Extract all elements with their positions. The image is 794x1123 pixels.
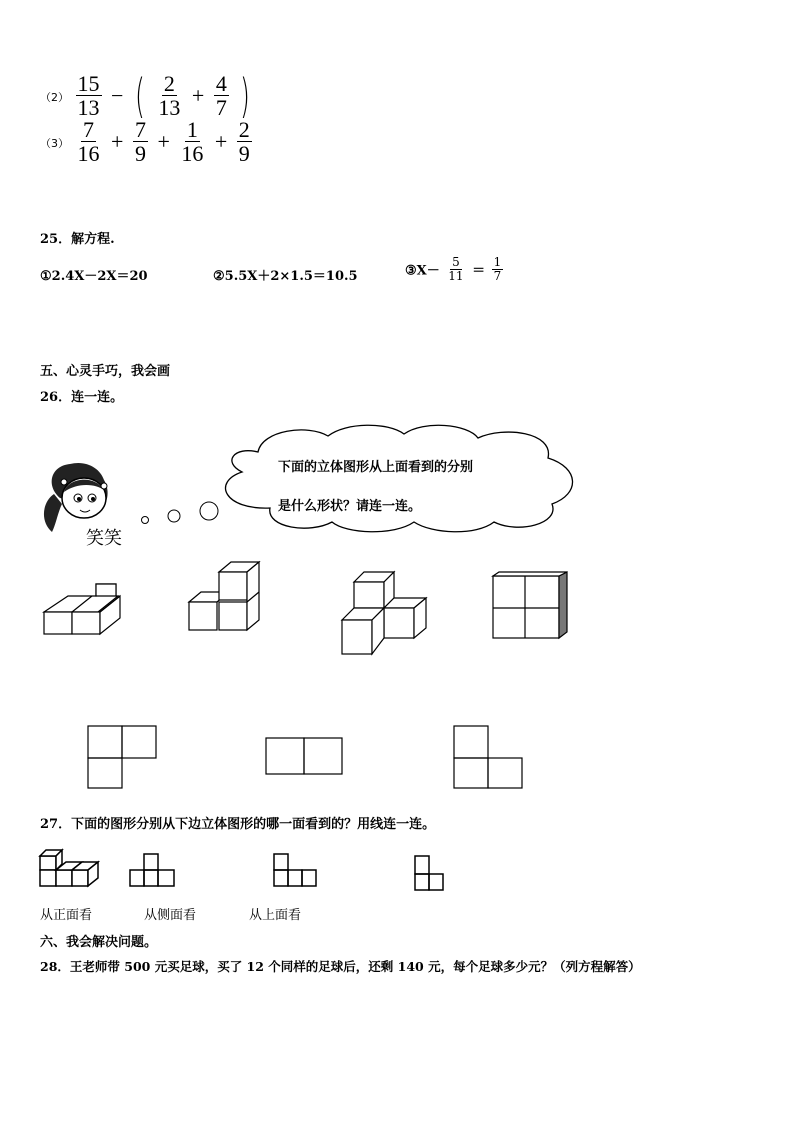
q27-solid-figure bbox=[38, 846, 102, 890]
label-side-view: 从侧面看 bbox=[144, 908, 197, 923]
3d-shape-4 bbox=[491, 570, 571, 642]
fraction-numerator: 4 bbox=[215, 71, 227, 96]
left-paren: ( bbox=[134, 68, 145, 123]
problem-2-expression bbox=[74, 68, 255, 123]
fraction-denominator: 16 bbox=[181, 141, 204, 167]
operator: + bbox=[111, 128, 124, 154]
fraction-denominator: 16 bbox=[77, 141, 100, 167]
problem-2-label: （2） bbox=[40, 91, 69, 105]
operator: − bbox=[111, 82, 124, 108]
cloud-text-line-1: 下面的立体图形从上面看到的分别 bbox=[278, 460, 474, 475]
fraction-numerator: 2 bbox=[238, 117, 250, 142]
thought-cloud bbox=[218, 422, 582, 534]
q25-title: 25．解方程. bbox=[40, 232, 115, 247]
fraction-numerator: 5 bbox=[452, 255, 460, 269]
problem-3 bbox=[40, 118, 254, 165]
q25-equation-3 bbox=[405, 256, 505, 282]
q27-view-2 bbox=[270, 852, 320, 890]
top-view-shape-1 bbox=[86, 724, 158, 790]
right-paren: ) bbox=[240, 68, 251, 123]
operator: + bbox=[157, 128, 170, 154]
fraction-numerator: 1 bbox=[493, 255, 502, 269]
problem-3-expression bbox=[74, 117, 254, 167]
operator: + bbox=[214, 128, 228, 154]
q26-title: 26．连一连。 bbox=[40, 390, 124, 405]
fraction-denominator: 9 bbox=[134, 141, 146, 167]
fraction-numerator: 15 bbox=[77, 71, 100, 96]
thought-bubbles bbox=[138, 498, 222, 528]
3d-shape-2 bbox=[187, 560, 267, 634]
label-front-view: 从正面看 bbox=[40, 908, 93, 923]
fraction-numerator: 1 bbox=[186, 117, 198, 142]
label-top-view: 从上面看 bbox=[249, 908, 302, 923]
section-5-heading: 五、心灵手巧，我会画 bbox=[40, 364, 171, 379]
q25-equation-1: ①2.4X－2X＝20 bbox=[40, 269, 148, 284]
fraction-denominator: 11 bbox=[448, 268, 464, 283]
fraction-denominator: 13 bbox=[77, 95, 100, 121]
fraction-denominator: 13 bbox=[158, 95, 181, 121]
character-name: 笑笑 bbox=[86, 528, 122, 549]
fraction-denominator: 7 bbox=[215, 95, 227, 121]
3d-shape-1 bbox=[42, 578, 132, 636]
section-6-heading: 六、我会解决问题。 bbox=[40, 935, 158, 950]
fraction-denominator: 9 bbox=[238, 141, 250, 167]
fraction-numerator: 7 bbox=[83, 117, 95, 142]
top-view-shape-3 bbox=[452, 724, 526, 790]
equation-prefix: ③X－ bbox=[405, 263, 440, 279]
q28-title: 28．王老师带 500 元买足球，买了 12 个同样的足球后，还剩 140 元，每个足球多少元？（列方程解答） bbox=[40, 959, 641, 974]
top-view-shape-2 bbox=[264, 736, 346, 776]
problem-3-label: （3） bbox=[40, 137, 69, 151]
q27-title: 27．下面的图形分别从下边立体图形的哪一面看到的？用线连一连。 bbox=[40, 817, 436, 832]
problem-2 bbox=[40, 68, 254, 123]
fraction-numerator: 7 bbox=[134, 117, 146, 142]
q27-view-1 bbox=[128, 852, 178, 890]
q25-equation-2: ②5.5X＋2×1.5＝10.5 bbox=[213, 269, 358, 284]
equals-sign: ＝ bbox=[472, 263, 486, 279]
fraction-numerator: 2 bbox=[163, 71, 175, 96]
3d-shape-3 bbox=[338, 570, 428, 658]
fraction-denominator: 7 bbox=[493, 268, 502, 283]
operator: + bbox=[191, 82, 205, 108]
q27-view-3 bbox=[412, 854, 448, 894]
cloud-text-line-2: 是什么形状？请连一连。 bbox=[278, 499, 422, 514]
